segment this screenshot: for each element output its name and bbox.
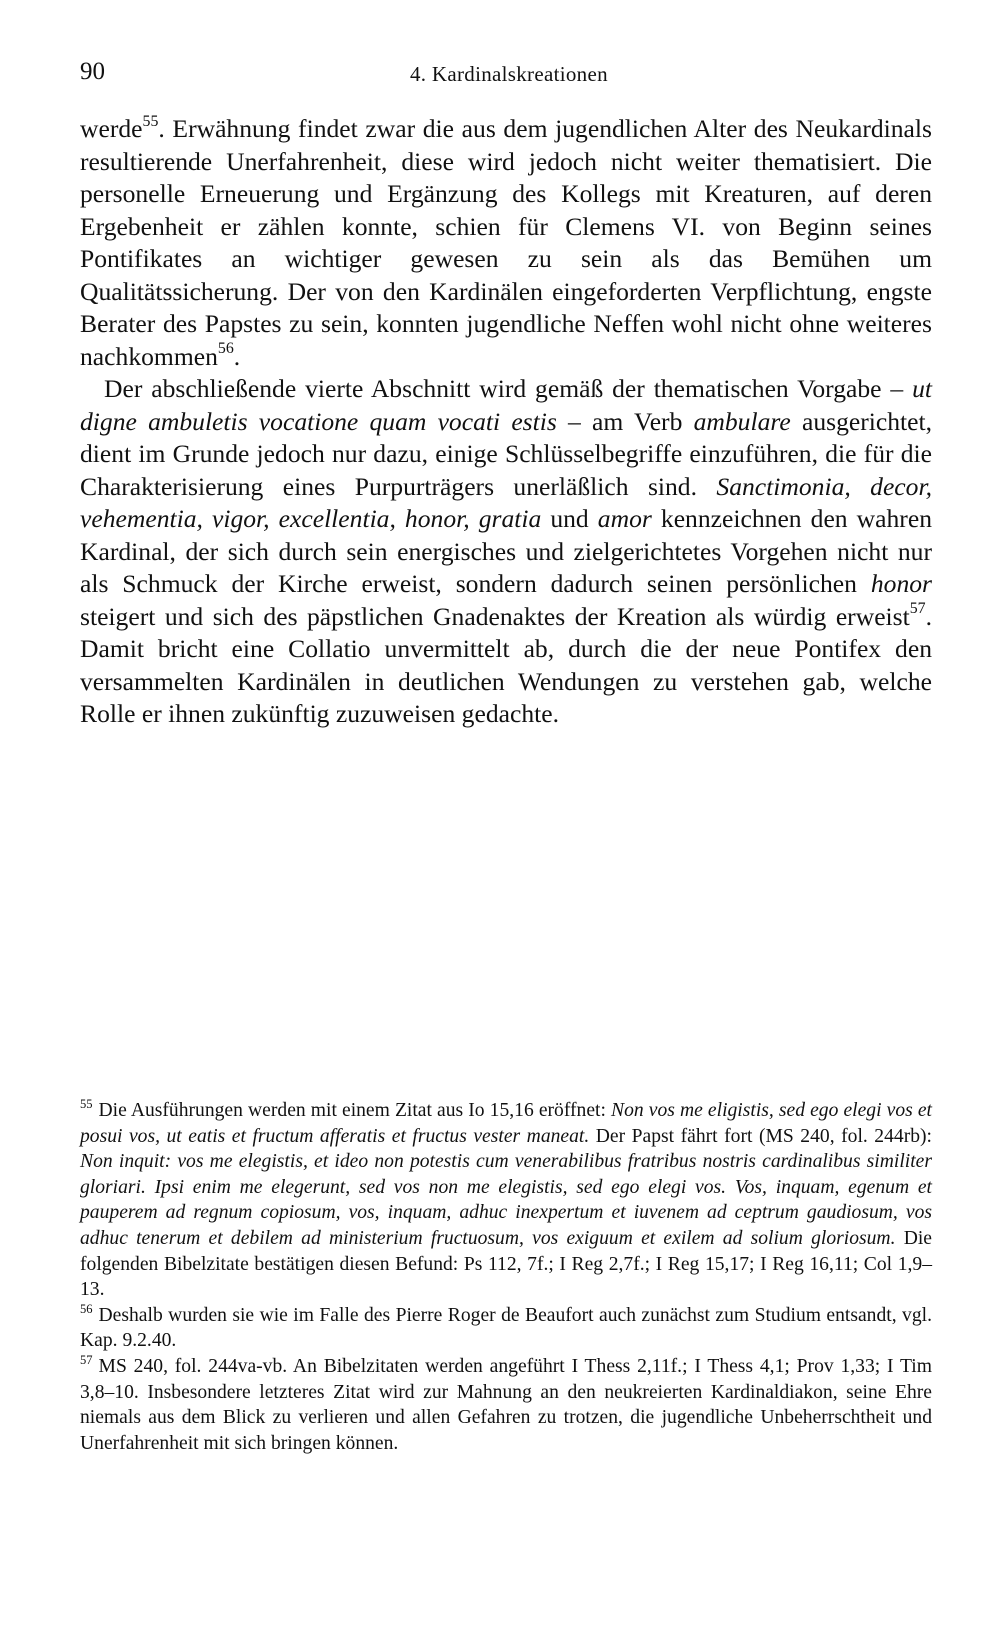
latin-term: ambulare: [693, 406, 791, 436]
text-run: Deshalb wurden sie wie im Falle des Pierre Roger de Beaufort auch zunächst zum Studium entsandt, vgl. Kap. 9.2.40.: [80, 1304, 932, 1352]
text-run: steigert und sich des päpstlichen Gnadenaktes der Kreation als würdig erweist: [80, 601, 910, 631]
text-run: Der Papst fährt fort (MS 240, fol. 244rb):: [589, 1125, 932, 1147]
footnote-57: [80, 1354, 932, 1456]
text-run: kennzeichnen den wahren Kardinal, der sich durch sein energisches und zielgerichtetes Vorgehen nicht nur als Schmuck der Kirche erweist, sondern dadurch seinen persönlichen: [80, 504, 932, 598]
latin-quote: ut digne ambuletis vocatione quam vocati estis: [80, 374, 932, 436]
main-text: [80, 113, 932, 731]
body-paragraph-2: [80, 373, 932, 731]
text-run: ausgerichtet, dient im Grunde jedoch nur dazu, einige Schlüsselbegriffe einzuführen, die für die Charakterisierung eines Purpurträgers unerläßlich sind.: [80, 406, 932, 501]
page-number: 90: [80, 58, 105, 85]
text-run: MS 240, fol. 244va-vb. An Bibelzitaten werden angeführt I Thess 2,11f.; I Thess 4,1; Prov 1,33; I Tim 3,8–10. Insbesondere letzteres Zitat wird zur Mahnung an den neukreierten Kardinaldiakon, seine Ehre niemals aus dem Blick zu verlieren und allen Gefahren zu trotzen, die jugendliche Unbeherrschtheit und Unerfahrenheit mit sich bringen können.: [80, 1355, 932, 1454]
latin-terms: Sanctimonia, decor, vehementia, vigor, excellentia, honor, gratia: [80, 471, 932, 533]
text-run: – am Verb: [556, 406, 694, 436]
footnote-ref-57: 57: [909, 600, 926, 618]
footnote-ref-56: 56: [217, 340, 234, 358]
text-run: Der abschließende vierte Abschnitt wird gemäß der thematischen Vorgabe –: [104, 374, 913, 403]
text-run: werde: [80, 114, 143, 143]
text-run: Die folgenden Bibelzitate bestätigen diesen Befund: Ps 112, 7f.; I Reg 2,7f.; I Reg 15,17; I Reg 16,11; Col 1,9–13.: [80, 1227, 932, 1301]
footnote-55: [80, 1098, 932, 1303]
running-head: [80, 58, 932, 98]
footnote-56: [80, 1303, 932, 1354]
latin-quote: Non inquit: vos me elegistis, et ideo non potestis cum venerabilibus fratribus nostris cardinalibus similiter gloriari. Ipsi enim me elegerunt, sed vos non me elegistis, sed ego elegi vos. Vos, inquam, egenum et pauperem ad regnum copiosum, vos, inquam, adhuc inexpertum et iuvenem ad ceptrum gaudiosum, vos adhuc tenerum et debilem ad ministerium fructuosum, vos exiguum et exilem ad solium gloriosum.: [80, 1151, 932, 1249]
text-run: und: [541, 504, 598, 533]
latin-quote: Non vos me eligistis, sed ego elegi vos et posui vos, ut eatis et fructum afferatis et fructus vester maneat.: [80, 1100, 932, 1147]
footnote-marker: 56: [80, 1302, 93, 1317]
body-paragraph-1: [80, 113, 932, 373]
latin-term: honor: [870, 569, 932, 598]
footnotes: [80, 1098, 932, 1456]
text-run: Die Ausführungen werden mit einem Zitat aus Io 15,16 eröffnet:: [98, 1100, 612, 1121]
latin-term: amor: [597, 504, 652, 533]
footnote-marker: 55: [80, 1097, 93, 1112]
chapter-title: 4. Kardinalskreationen: [410, 62, 608, 86]
footnote-ref-55: 55: [142, 112, 159, 130]
text-run: . Damit bricht eine Collatio unvermittelt ab, durch die der neue Pontifex den versammelten Kardinälen in deutlichen Wendungen zu verstehen gab, welche Rolle er ihnen zukünftig zuzuweisen gedachte.: [80, 601, 932, 728]
footnote-marker: 57: [80, 1353, 93, 1368]
text-run: .: [233, 341, 241, 371]
text-run: . Erwähnung findet zwar die aus dem jugendlichen Alter des Neukardinals resultierende Unerfahrenheit, diese wird jedoch nicht weiter thematisiert. Die personelle Erneuerung und Ergänzung des Kollegs mit Kreaturen, auf deren Ergebenheit er zählen konnte, schien für Clemens VI. von Beginn seines Pontifikates an wichtiger gewesen zu sein als das Bemühen um Qualitätssicherung. Der von den Kardinälen eingeforderten Verpflichtung, engste Berater des Papstes zu sein, konnten jugendliche Neffen wohl nicht ohne weiteres nachkommen: [80, 114, 932, 371]
